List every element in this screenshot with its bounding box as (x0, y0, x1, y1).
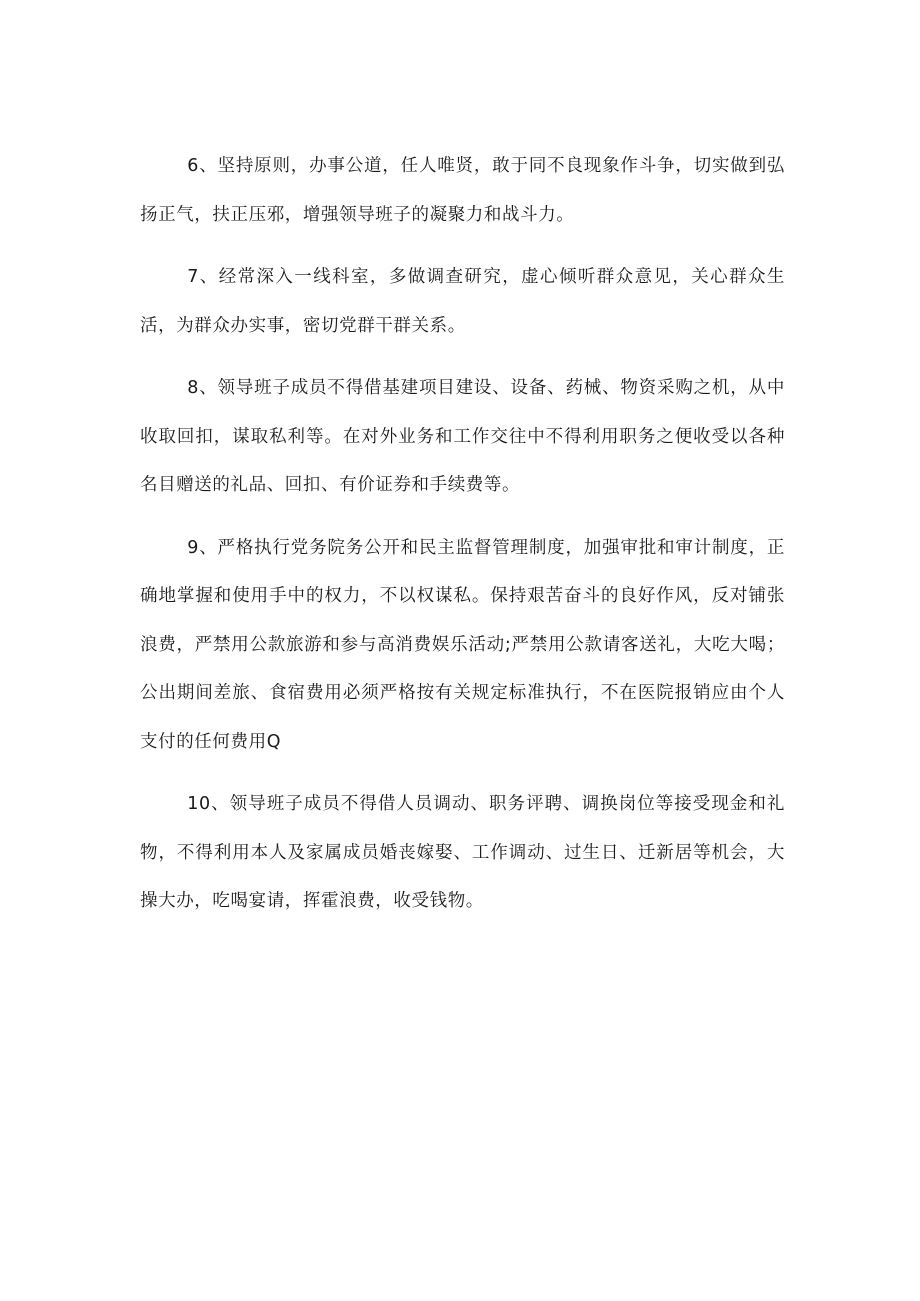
paragraph-item-6: 6、坚持原则，办事公道，任人唯贤，敢于同不良现象作斗争，切实做到弘扬正气，扶正压邪，增强领导班子的凝聚力和战斗力。 (140, 156, 785, 225)
paragraph-item-9: 9、严格执行党务院务公开和民主监督管理制度，加强审批和审计制度，正确地掌握和使用手中的权力，不以权谋私。保持艰苦奋斗的良好作风，反对铺张浪费，严禁用公款旅游和参与高消费娱乐活动;严禁用公款请客送礼，大吃大喝；公出期间差旅、食宿费用必须严格按有关规定标准执行，不在医院报销应由个人支付的任何费用Q (140, 537, 785, 752)
paragraph-item-8: 8、领导班子成员不得借基建项目建设、设备、药械、物资采购之机，从中收取回扣，谋取私利等。在对外业务和工作交往中不得利用职务之便收受以各种名目赠送的礼品、回扣、有价证券和手续费等。 (140, 378, 785, 495)
paragraph-item-7: 7、经常深入一线科室，多做调查研究，虚心倾听群众意见，关心群众生活，为群众办实事，密切党群干群关系。 (140, 267, 785, 336)
document-body (140, 142, 785, 940)
paragraph-item-10: 10、领导班子成员不得借人员调动、职务评聘、调换岗位等接受现金和礼物，不得利用本人及家属成员婚丧嫁娶、工作调动、过生日、迁新居等机会，大操大办，吃喝宴请，挥霍浪费，收受钱物。 (140, 794, 785, 911)
